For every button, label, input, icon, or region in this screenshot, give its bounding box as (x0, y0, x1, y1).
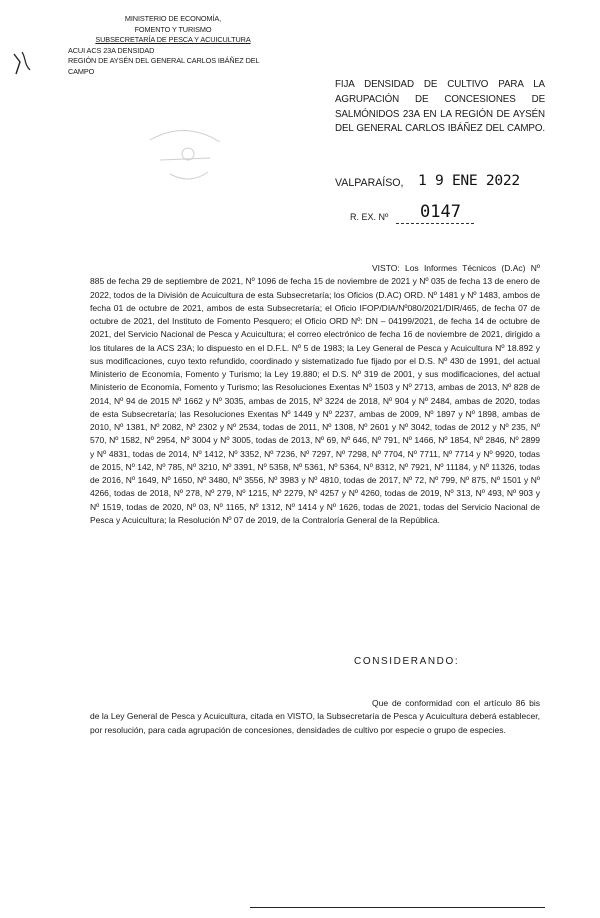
handwritten-mark (10, 48, 40, 78)
footer-rule (250, 907, 545, 908)
date-stamp: 1 9 ENE 2022 (418, 172, 520, 189)
ministry-line-2: FOMENTO Y TURISMO (134, 24, 212, 34)
rex-label: R. EX. Nº (350, 212, 389, 222)
letterhead (68, 14, 278, 78)
subsecretaria-line: SUBSECRETARÍA DE PESCA Y ACUICULTURA (95, 35, 251, 45)
rex-number: 0147 (420, 202, 461, 222)
considerando-heading: CONSIDERANDO: (354, 656, 460, 667)
rex-underline (396, 223, 474, 224)
code-line: ACUI ACS 23A DENSIDAD (68, 45, 155, 55)
place-label: VALPARAÍSO, (335, 177, 404, 189)
region-line: REGIÓN DE AYSÉN DEL GENERAL CARLOS IBÁÑEZ DEL CAMPO (68, 56, 260, 76)
faded-stamp (130, 110, 240, 200)
document-title: FIJA DENSIDAD DE CULTIVO PARA LA AGRUPACIÓN DE CONCESIONES DE SALMÓNIDOS 23A EN LA REGIÓN DE AYSÉN DEL GENERAL CARLOS IBÁÑEZ DEL CAMPO. (335, 79, 545, 135)
ministry-line-1: MINISTERIO DE ECONOMÍA, (124, 14, 222, 23)
considerando-paragraph-1: Que de conformidad con el artículo 86 bis de la Ley General de Pesca y Acuicultura, citada en VISTO, la Subsecretaría de Pesca y Acuicultura deberá establecer, por resolución, para cada agrupación de concesiones, densidades de cultivo por especie o grupo de especies. (90, 698, 540, 735)
visto-paragraph: VISTO: Los Informes Técnicos (D.Ac) Nº 885 de fecha 29 de septiembre de 2021, Nº 1096 de fecha 15 de noviembre de 2021 y Nº 035 de fecha 13 de enero de 2022, todos de la División de Acuicultura de esta Subsecretaría; los Oficios (D.AC) ORD. Nº 1481 y Nº 1483, ambos de fecha 01 de octubre de 2021, ambos de esta Subsecretaría; el Oficio IFOP/DIA/Nº080/2021/DIR/465, de fecha 07 de octubre de 2021, del Instituto de Fomento Pesquero; el Oficio ORD Nº: DN – 04199/2021, de fecha 14 de octubre de 2021, del Servicio Nacional de Pesca y Acuicultura; el correo electrónico de fecha 16 de noviembre de 2021, dirigido a los titulares de la ACS 23A; lo dispuesto en el D.F.L. Nº 5 de 1983; la Ley General de Pesca y Acuicultura Nº 18.892 y sus modificaciones, cuyo texto refundido, coordinado y sistematizado fue fijado por el D.S. Nº 430 de 1991, del actual Ministerio de Economía, Fomento y Turismo; la Ley 19.880; el D.S. Nº 319 de 2001, y sus modificaciones, del actual Ministerio de Economía, Fomento y Turismo; las Resoluciones Exentas Nº 1503 y Nº 2713, ambas de 2013, Nº 828 de 2014, Nº 94 de 2015 Nº 1662 y Nº 3035, ambas de 2015, Nº 3224 de 2018, Nº 904 y Nº 2484, ambas de 2020, todas de esta Subsecretaría; las Resoluciones Exentas Nº 1449 y Nº 2237, ambas de 2009, Nº 1897 y Nº 1898, ambas de 2010, Nº 1381, Nº 2082, Nº 2302 y Nº 2534, todas de 2011, Nº 1308, Nº 2601 y Nº 3042, todas de 2012 y Nº 235, Nº 570, Nº 1582, Nº 2954, Nº 3004 y Nº 3005, todas de 2013, Nº 69, Nº 646, Nº 791, Nº 1466, Nº 1854, Nº 2846, Nº 2899 y Nº 4831, todas de 2014, Nº 1412, Nº 3352, Nº 7236, Nº 7297, Nº 7298, Nº 7704, Nº 7711, Nº 7714 y Nº 9920, todas de 2015, Nº 142, Nº 785, Nº 3210, Nº 3391, Nº 5358, Nº 5361, Nº 5364, Nº 8312, Nº 7921, Nº 11184, y Nº 11326, todas de 2016, Nº 1649, Nº 1650, Nº 3480, Nº 3556, Nº 3983 y Nº 4810, todas de 2017, Nº 72, Nº 799, Nº 875, Nº 1501 y Nº 4266, todas de 2018, Nº 278, Nº 279, Nº 1215, Nº 2279, Nº 4257 y Nº 4260, todas de 2019, Nº 313, Nº 493, Nº 903 y Nº 1519, todas de 2020, Nº 03, Nº 1165, Nº 1312, Nº 1414 y Nº 1626, todas de 2021, todas del Servicio Nacional de Pesca y Acuicultura; la Resolución Nº 07 de 2019, de la Contraloría General de la República. (90, 263, 540, 525)
